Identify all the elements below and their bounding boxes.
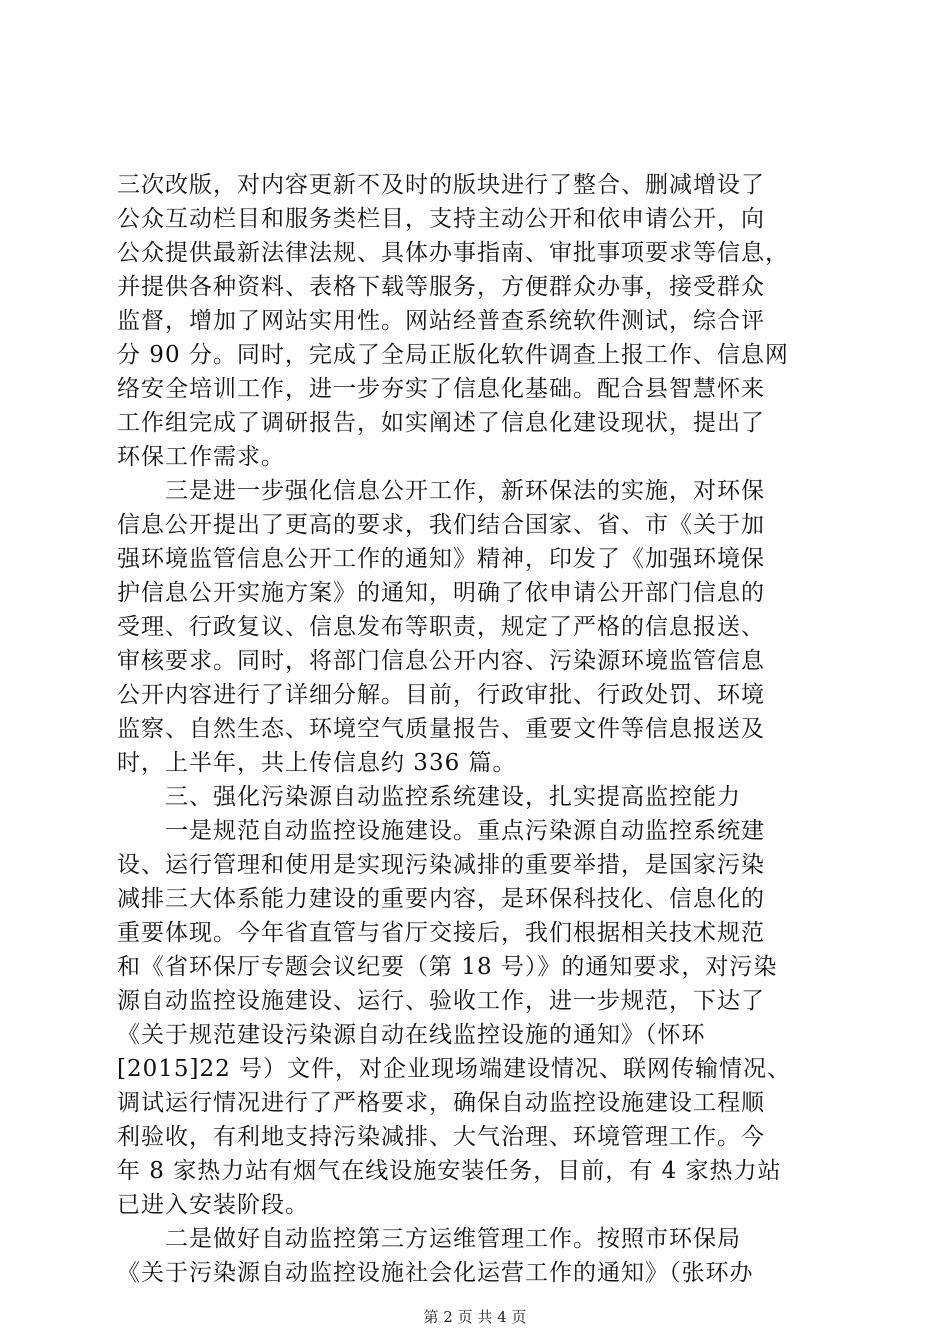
text-line: 三是进一步强化信息公开工作，新环保法的实施，对环保 [117,478,765,504]
text-line: 监察、自然生态、环境空气质量报告、重要文件等信息报送及 [117,716,765,742]
text-line: 一是规范自动监控设施建设。重点污染源自动监控系统建 [117,818,765,844]
text-line: 分 90 分。同时，完成了全局正版化软件调查上报工作、信息网 [117,342,789,368]
text-line: 三次改版，对内容更新不及时的版块进行了整合、删减增设了 [117,172,765,198]
document-body [117,168,837,1290]
text-line: 源自动监控设施建设、运行、验收工作，进一步规范，下达了 [117,988,765,1014]
text-line: 二是做好自动监控第三方运维管理工作。按照市环保局 [117,1226,741,1252]
text-line: 重要体现。今年省直管与省厅交接后，我们根据相关技术规范 [117,920,765,946]
text-line: 监督，增加了网站实用性。网站经普查系统软件测试，综合评 [117,308,765,334]
text-line: 调试运行情况进行了严格要求，确保自动监控设施建设工程顺 [117,1090,765,1116]
text-line: 减排三大体系能力建设的重要内容，是环保科技化、信息化的 [117,886,765,912]
text-line: 公开内容进行了详细分解。目前，行政审批、行政处罚、环境 [117,682,765,708]
text-line: 信息公开提出了更高的要求，我们结合国家、省、市《关于加 [117,512,765,538]
text-line: 设、运行管理和使用是实现污染减排的重要举措，是国家污染 [117,852,765,878]
text-line: 受理、行政复议、信息发布等职责，规定了严格的信息报送、 [117,614,765,640]
text-line: 三、强化污染源自动监控系统建设，扎实提高监控能力 [117,784,741,810]
text-line: 《关于污染源自动监控设施社会化运营工作的通知》（张环办 [117,1260,754,1286]
text-line: 公众提供最新法律法规、具体办事指南、审批事项要求等信息， [117,240,789,266]
text-line: 年 8 家热力站有烟气在线设施安装任务，目前，有 4 家热力站 [117,1158,782,1184]
text-line: 和《省环保厅专题会议纪要（第 18 号）》的通知要求，对污染 [117,954,778,980]
text-line: 利验收，有利地支持污染减排、大气治理、环境管理工作。今 [117,1124,765,1150]
text-line: 时，上半年，共上传信息约 336 篇。 [117,750,517,776]
text-line: 《关于规范建设污染源自动在线监控设施的通知》（怀环 [117,1022,706,1048]
text-line: 审核要求。同时，将部门信息公开内容、污染源环境监管信息 [117,648,765,674]
text-line: 护信息公开实施方案》的通知，明确了依申请公开部门信息的 [117,580,765,606]
text-line: 环保工作需求。 [117,444,285,470]
text-line: 并提供各种资料、表格下载等服务，方便群众办事，接受群众 [117,274,765,300]
text-line: 工作组完成了调研报告，如实阐述了信息化建设现状，提出了 [117,410,765,436]
text-line: 已进入安装阶段。 [117,1192,309,1218]
text-line: 强环境监管信息公开工作的通知》精神，印发了《加强环境保 [117,546,765,572]
text-line: 络安全培训工作，进一步夯实了信息化基础。配合县智慧怀来 [117,376,765,402]
text-line: [2015]22 号）文件，对企业现场端建设情况、联网传输情况、 [117,1056,792,1082]
page-footer: 第 2 页 共 4 页 [423,1308,527,1326]
text-line: 公众互动栏目和服务类栏目，支持主动公开和依申请公开，向 [117,206,765,232]
